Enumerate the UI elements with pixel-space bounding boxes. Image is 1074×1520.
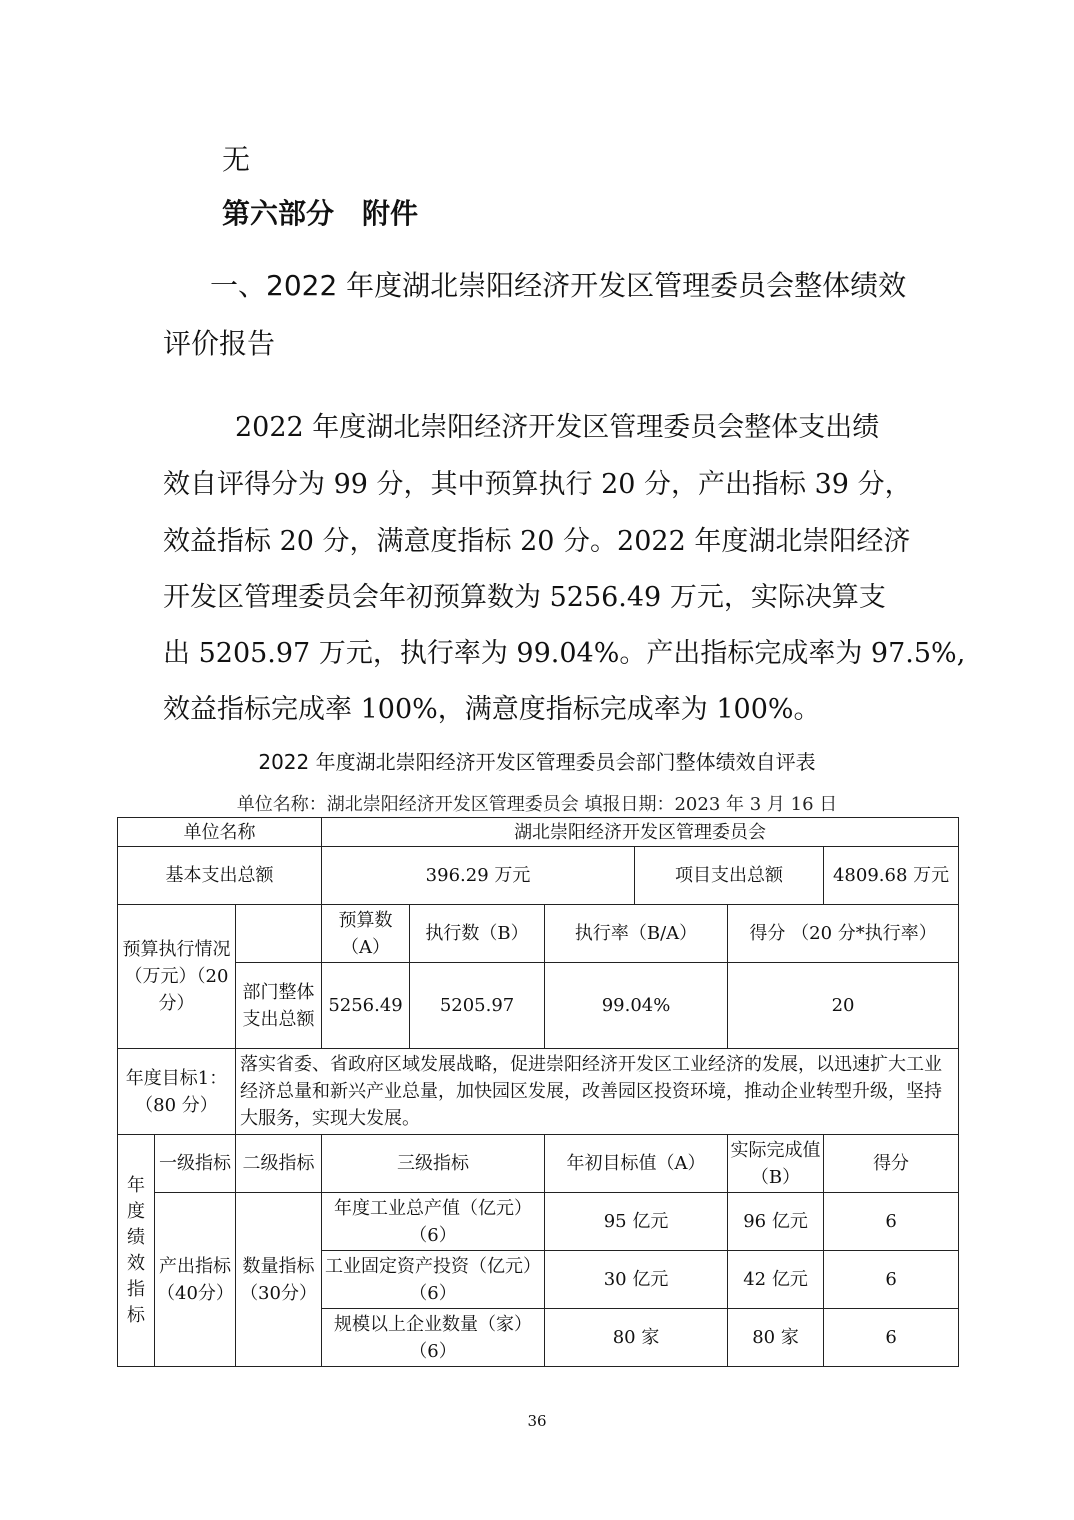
indicator-actual: 42 亿元 bbox=[728, 1251, 824, 1309]
score-header: 得分 bbox=[824, 1135, 959, 1193]
indicator-target: 80 家 bbox=[545, 1309, 728, 1367]
indicator-target: 30 亿元 bbox=[545, 1251, 728, 1309]
level1-header: 一级指标 bbox=[155, 1135, 236, 1193]
paragraph-line-5: 出 5205.97 万元，执行率为 99.04%。产出指标完成率为 97.5%, bbox=[163, 638, 966, 669]
perf-indicator-label bbox=[118, 1135, 155, 1367]
indicator-score: 6 bbox=[824, 1251, 959, 1309]
paragraph-line-1: 2022 年度湖北崇阳经济开发区管理委员会整体支出绩 bbox=[235, 412, 880, 443]
quantity-indicator-label: 数量指标（30分） bbox=[236, 1193, 322, 1367]
paragraph-line-6: 效益指标完成率 100%，满意度指标完成率为 100%。 bbox=[163, 694, 821, 725]
indicator-actual: 80 家 bbox=[728, 1309, 824, 1367]
indicator-name: 规模以上企业数量（家）（6） bbox=[322, 1309, 545, 1367]
table-row bbox=[118, 1049, 959, 1135]
basic-expense-value: 396.29 万元 bbox=[322, 847, 635, 905]
budget-execution-label: 预算执行情况（万元）（20分） bbox=[118, 905, 236, 1049]
table-title: 2022 年度湖北崇阳经济开发区管理委员会部门整体绩效自评表 bbox=[258, 750, 816, 774]
empty-cell bbox=[236, 905, 322, 963]
dept-total-label: 部门整体支出总额 bbox=[236, 963, 322, 1049]
table-row bbox=[118, 818, 959, 847]
table-row bbox=[118, 963, 959, 1049]
table-row bbox=[118, 1193, 959, 1251]
text-none: 无 bbox=[222, 143, 251, 176]
section-heading-line1: 一、2022 年度湖北崇阳经济开发区管理委员会整体绩效 bbox=[210, 269, 907, 302]
perf-indicator-text: 年度绩效指标 bbox=[127, 1174, 145, 1326]
indicator-name: 工业固定资产投资（亿元）（6） bbox=[322, 1251, 545, 1309]
dept-exec-value: 5205.97 bbox=[410, 963, 545, 1049]
indicator-name: 年度工业总产值（亿元）（6） bbox=[322, 1193, 545, 1251]
project-expense-label: 项目支出总额 bbox=[635, 847, 824, 905]
table-row bbox=[118, 1135, 959, 1193]
dept-rate-value: 99.04% bbox=[545, 963, 728, 1049]
paragraph-line-4: 开发区管理委员会年初预算数为 5256.49 万元，实际决算支 bbox=[163, 582, 886, 613]
self-evaluation-table bbox=[117, 817, 959, 1367]
table-info: 单位名称：湖北崇阳经济开发区管理委员会 填报日期：2023 年 3 月 16 日 bbox=[236, 794, 838, 815]
unit-name-label: 单位名称 bbox=[118, 818, 322, 847]
part-title: 第六部分 附件 bbox=[222, 197, 419, 230]
col-budget-header: 预算数（A） bbox=[322, 905, 410, 963]
indicator-actual: 96 亿元 bbox=[728, 1193, 824, 1251]
paragraph-line-3: 效益指标 20 分，满意度指标 20 分。2022 年度湖北崇阳经济 bbox=[163, 526, 911, 557]
col-rate-header: 执行率（B/A） bbox=[545, 905, 728, 963]
project-expense-value: 4809.68 万元 bbox=[824, 847, 959, 905]
target-header: 年初目标值（A） bbox=[545, 1135, 728, 1193]
basic-expense-label: 基本支出总额 bbox=[118, 847, 322, 905]
page-number: 36 bbox=[527, 1412, 547, 1430]
table-row bbox=[118, 905, 959, 963]
dept-budget-value: 5256.49 bbox=[322, 963, 410, 1049]
dept-score-value: 20 bbox=[728, 963, 959, 1049]
actual-header: 实际完成值（B） bbox=[728, 1135, 824, 1193]
indicator-score: 6 bbox=[824, 1309, 959, 1367]
table-row bbox=[118, 847, 959, 905]
level3-header: 三级指标 bbox=[322, 1135, 545, 1193]
unit-name-value: 湖北崇阳经济开发区管理委员会 bbox=[322, 818, 959, 847]
indicator-target: 95 亿元 bbox=[545, 1193, 728, 1251]
col-exec-header: 执行数（B） bbox=[410, 905, 545, 963]
section-heading-line2: 评价报告 bbox=[163, 327, 276, 360]
output-indicator-label: 产出指标（40分） bbox=[155, 1193, 236, 1367]
col-score-header: 得分 （20 分*执行率） bbox=[728, 905, 959, 963]
paragraph-line-2: 效自评得分为 99 分，其中预算执行 20 分，产出指标 39 分， bbox=[163, 469, 912, 500]
annual-goal-text: 落实省委、省政府区域发展战略，促进崇阳经济开发区工业经济的发展，以迅速扩大工业经济总量和新兴产业总量，加快园区发展，改善园区投资环境，推动企业转型升级，坚持大服务，实现大发展。 bbox=[236, 1049, 959, 1135]
indicator-score: 6 bbox=[824, 1193, 959, 1251]
level2-header: 二级指标 bbox=[236, 1135, 322, 1193]
annual-goal-label: 年度目标1：（80 分） bbox=[118, 1049, 236, 1135]
